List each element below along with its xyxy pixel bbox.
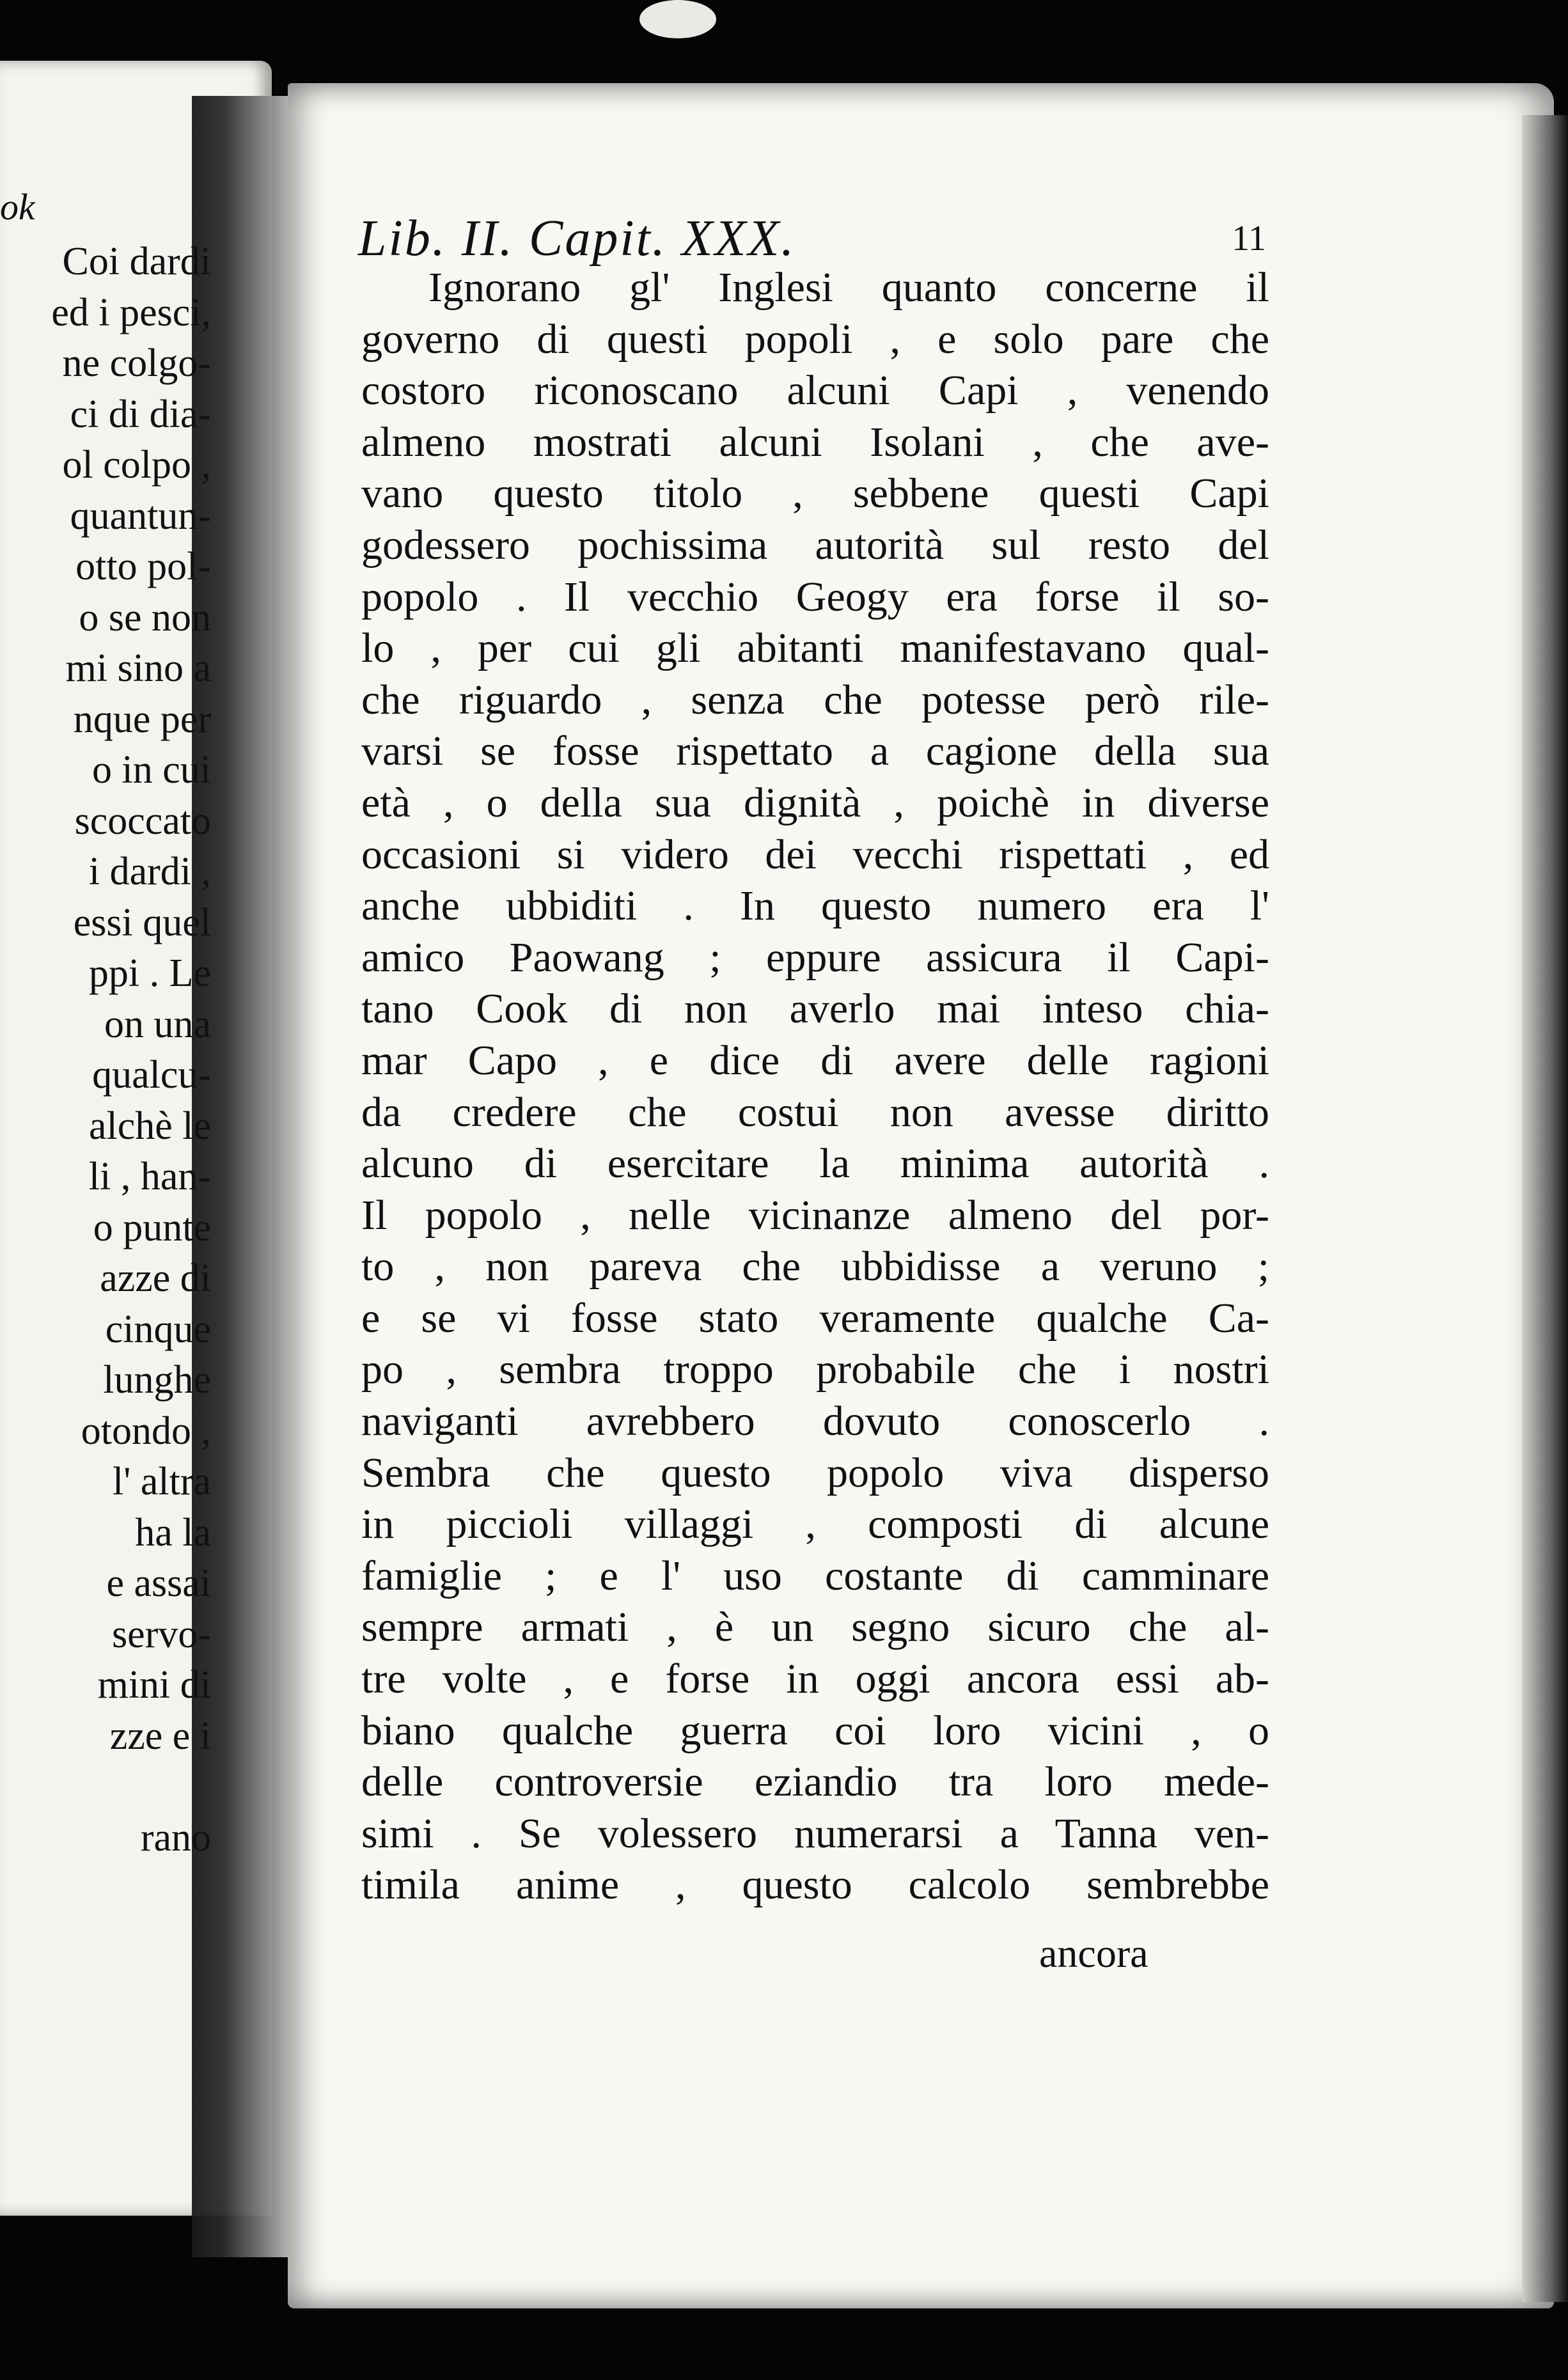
- text-line: timila anime , questo calcolo sembrebbe: [361, 1861, 1269, 1909]
- text-line: popolo . Il vecchio Geogy era forse il so-: [361, 573, 1269, 620]
- body-text: [361, 262, 1269, 1911]
- text-line: godessero pochissima autorità sul resto del: [361, 521, 1269, 568]
- left-page-line: qualcu-: [92, 1053, 211, 1097]
- left-page-line: nque per: [73, 697, 211, 741]
- text-line: to , non pareva che ubbidisse a veruno ;: [361, 1243, 1269, 1290]
- text-line: sempre armati , è un segno sicuro che al-: [361, 1604, 1269, 1651]
- running-head: [358, 210, 1266, 267]
- text-line: governo di questi popoli , e solo pare che: [361, 315, 1269, 363]
- left-page-line: alchè le: [88, 1104, 211, 1148]
- text-line: amico Paowang ; eppure assicura il Capi-: [361, 934, 1269, 981]
- text-line: Ignorano gl' Inglesi quanto concerne il: [428, 264, 1269, 311]
- left-page-line: Coi dardi: [62, 240, 211, 283]
- text-line: Il popolo , nelle vicinanze almeno del por-: [361, 1191, 1269, 1239]
- left-page-line: o se non: [79, 595, 211, 639]
- text-line: in piccioli villaggi , composti di alcune: [361, 1501, 1269, 1548]
- text-line: tano Cook di non averlo mai inteso chia-: [361, 985, 1269, 1033]
- left-page-line: on una: [104, 1002, 211, 1046]
- left-page-line: scoccato: [74, 799, 211, 843]
- left-page-line: cinque: [105, 1307, 211, 1351]
- text-line: da credere che costui non avesse diritto: [361, 1088, 1269, 1136]
- left-page-line: ne colgo-: [62, 341, 211, 385]
- left-page-line: servo-: [112, 1612, 211, 1656]
- text-line: famiglie ; e l' uso costante di camminare: [361, 1552, 1269, 1599]
- left-page-text: [0, 237, 211, 1863]
- left-page-line: o punte: [93, 1205, 211, 1249]
- text-line: età , o della sua dignità , poichè in diverse: [361, 779, 1269, 826]
- text-line: anche ubbiditi . In questo numero era l': [361, 882, 1269, 930]
- text-line: e se vi fosse stato veramente qualche Ca-: [361, 1294, 1269, 1342]
- left-page-line: mi sino a: [65, 646, 211, 690]
- page-edge: [1522, 115, 1568, 2302]
- left-page-line: mini di: [97, 1663, 211, 1707]
- text-line: varsi se fosse rispettato a cagione della sua: [361, 728, 1269, 775]
- left-page-line: o in cui: [92, 748, 211, 792]
- left-page-line: essi quel: [73, 900, 211, 944]
- catchword: ancora: [1039, 1930, 1149, 1976]
- left-page-line: ed i pesci,: [51, 290, 211, 334]
- left-page-line: li , han-: [88, 1155, 211, 1198]
- text-line: tre volte , e forse in oggi ancora essi ab-: [361, 1656, 1269, 1703]
- left-page-line: azze di: [100, 1257, 211, 1300]
- text-line: almeno mostrati alcuni Isolani , che ave-: [361, 418, 1269, 466]
- text-line: che riguardo , senza che potesse però rile-: [361, 676, 1269, 723]
- page-number: 11: [1232, 219, 1266, 258]
- text-line: vano questo titolo , sebbene questi Capi: [361, 470, 1269, 517]
- left-page-line: otondo ,: [81, 1409, 211, 1453]
- left-page-line: i dardi ,: [88, 850, 211, 893]
- left-page-line: lunghe: [103, 1358, 211, 1402]
- left-page-line: ci di dia-: [70, 392, 211, 436]
- left-page-line: zze e i: [109, 1714, 211, 1758]
- text-line: alcuno di esercitare la minima autorità .: [361, 1140, 1269, 1187]
- text-line: Sembra che questo popolo viva disperso: [361, 1449, 1269, 1496]
- left-page-line: l' altra: [112, 1460, 211, 1503]
- left-page-line: otto pol-: [75, 545, 211, 588]
- text-line: lo , per cui gli abitanti manifestavano qual-: [361, 625, 1269, 672]
- text-line: po , sembra troppo probabile che i nostri: [361, 1346, 1269, 1393]
- text-line: costoro riconoscano alcuni Capi , venendo: [361, 367, 1269, 414]
- left-page-line: quantun-: [70, 494, 211, 538]
- running-head-title: Lib. II. Capit. XXX.: [358, 210, 796, 267]
- text-line: biano qualche guerra coi loro vicini , o: [361, 1707, 1269, 1754]
- left-page-line: ppi . Le: [88, 951, 211, 995]
- left-page-line: rano: [140, 1815, 211, 1859]
- paper-speck: [639, 0, 716, 38]
- text-line: simi . Se volessero numerarsi a Tanna ven-: [361, 1810, 1269, 1857]
- text-line: naviganti avrebbero dovuto conoscerlo .: [361, 1398, 1269, 1445]
- left-page-line: ha la: [135, 1510, 211, 1554]
- text-line: occasioni si videro dei vecchi rispettati , ed: [361, 831, 1269, 878]
- left-page-line: ol colpo ,: [62, 443, 211, 487]
- text-line: mar Capo , e dice di avere delle ragioni: [361, 1037, 1269, 1084]
- left-page-header-fragment: ok: [0, 186, 35, 228]
- text-line: delle controversie eziandio tra loro mede-: [361, 1758, 1269, 1806]
- left-page-line: e assai: [106, 1562, 211, 1605]
- left-page-line: [0, 1762, 211, 1813]
